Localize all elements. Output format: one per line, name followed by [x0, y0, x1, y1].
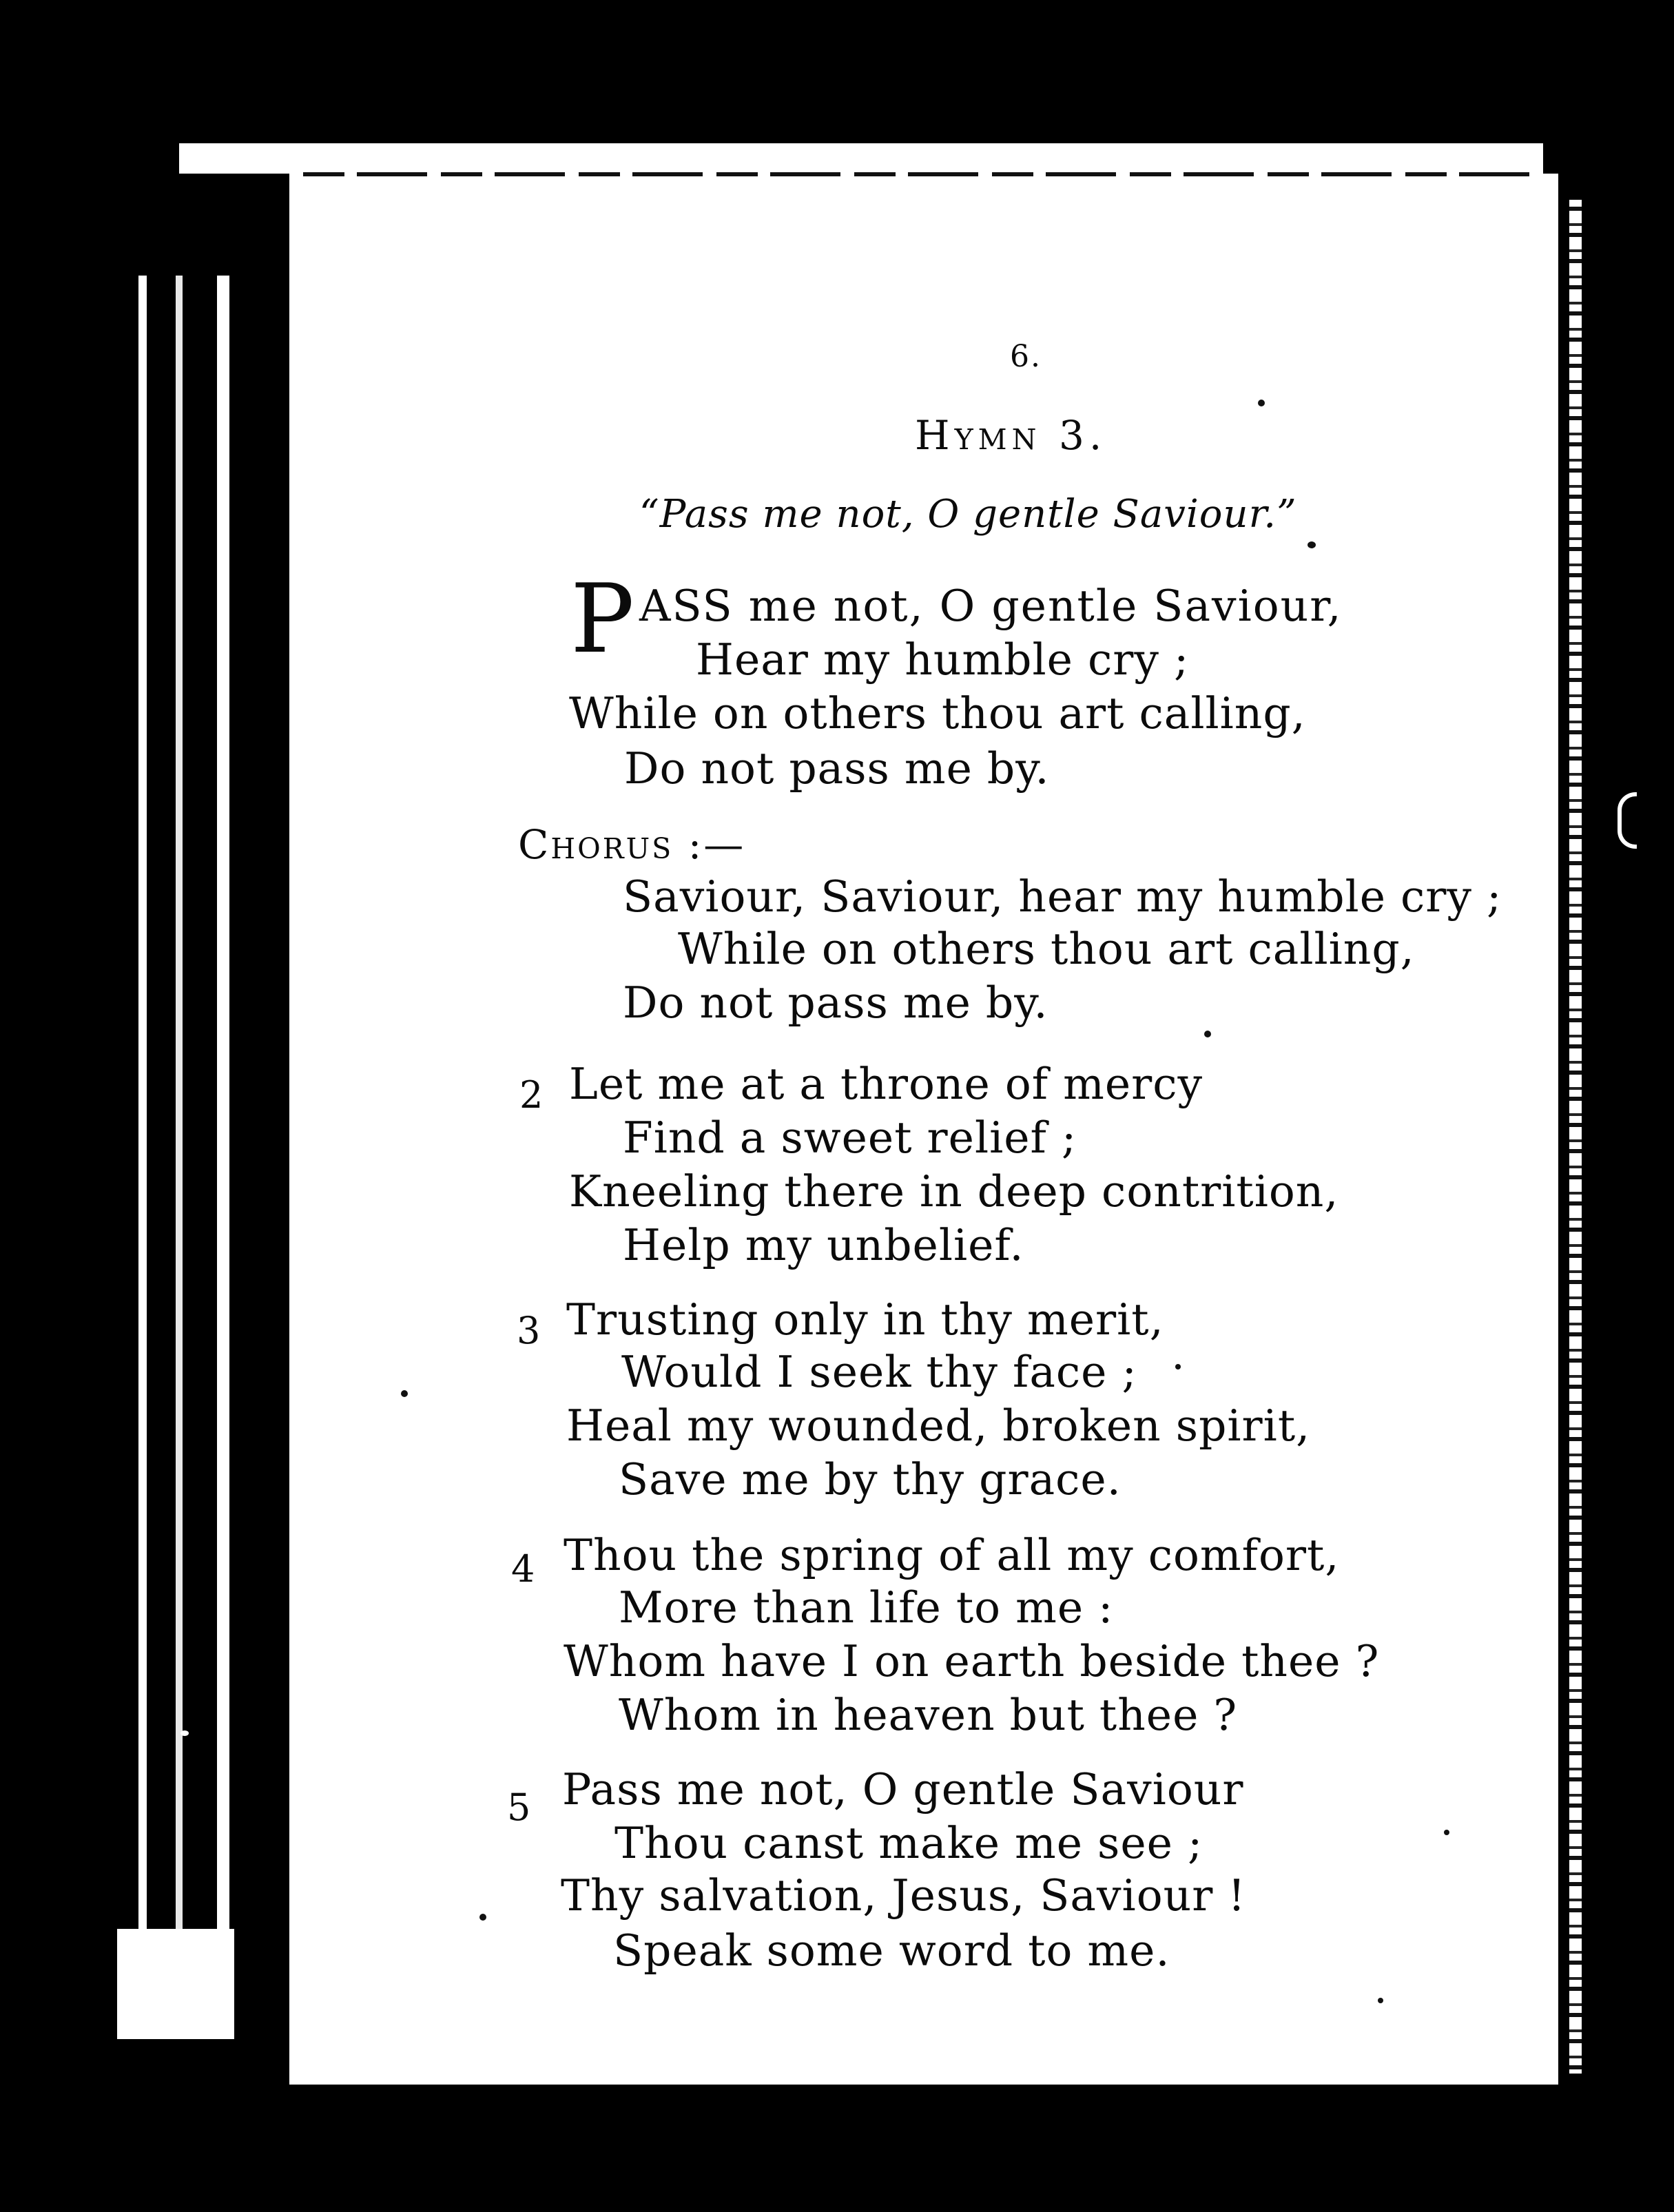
scan-speck — [1432, 1744, 1444, 1750]
scan-speck — [344, 1750, 349, 1773]
scan-speck — [1444, 1830, 1449, 1835]
page-number: 6. — [1010, 339, 1042, 374]
verse5-line-2: Thou canst make me see ; — [614, 1818, 1203, 1868]
scan-left-edge — [114, 276, 286, 2039]
hymn-subtitle: “Pass me not, O gentle Saviour.” — [639, 492, 1297, 537]
verse4-line-1: Thou the spring of all my comfort, — [564, 1530, 1340, 1580]
scan-top-rule — [303, 172, 1536, 176]
verse-number-4: 4 — [511, 1547, 535, 1591]
chorus-line-2: While on others thou art calling, — [678, 924, 1415, 974]
verse2-line-2: Find a sweet relief ; — [623, 1113, 1077, 1163]
verse2-line-1: Let me at a throne of mercy — [569, 1059, 1203, 1109]
verse-number-5: 5 — [507, 1786, 531, 1829]
verse-number-3: 3 — [517, 1309, 541, 1352]
verse2-line-4: Help my unbelief. — [623, 1220, 1024, 1270]
scan-speck — [1258, 400, 1265, 406]
verse2-line-3: Kneeling there in deep contrition, — [569, 1166, 1339, 1217]
scan-left-edge-patch — [117, 1929, 234, 2039]
scan-speck — [180, 1730, 189, 1736]
scan-right-gutter — [1558, 200, 1569, 2074]
scan-right-fragment — [1618, 792, 1637, 849]
verse4-line-2: More than life to me : — [619, 1582, 1114, 1633]
verse1-line-1: ASS me not, O gentle Saviour, — [639, 581, 1343, 631]
hymn-title: Hymn 3. — [915, 412, 1107, 459]
verse5-line-3: Thy salvation, Jesus, Saviour ! — [561, 1870, 1246, 1921]
scan-speck — [479, 1914, 486, 1921]
verse4-line-4: Whom in heaven but thee ? — [619, 1690, 1238, 1740]
verse3-line-1: Trusting only in thy merit, — [566, 1294, 1164, 1345]
verse5-line-4: Speak some word to me. — [613, 1925, 1170, 1976]
verse1-line-3: While on others thou art calling, — [569, 688, 1306, 738]
verse3-line-3: Heal my wounded, broken spirit, — [566, 1400, 1311, 1451]
scan-speck — [401, 1390, 408, 1397]
drop-cap: P — [570, 564, 634, 674]
scan-speck — [1308, 541, 1316, 548]
verse-number-2: 2 — [519, 1073, 544, 1117]
verse1-line-2: Hear my humble cry ; — [696, 634, 1190, 685]
scan-speck — [1378, 1998, 1383, 2003]
chorus-line-1: Saviour, Saviour, hear my humble cry ; — [623, 871, 1502, 922]
chorus-label: Chorus :— — [518, 821, 746, 868]
verse1-line-4: Do not pass me by. — [624, 743, 1050, 794]
scan-top-edge — [179, 143, 1543, 174]
chorus-line-3: Do not pass me by. — [623, 978, 1048, 1028]
scan-speck — [1175, 1364, 1181, 1369]
verse3-line-2: Would I seek thy face ; — [621, 1347, 1137, 1397]
scan-speck — [1204, 1031, 1211, 1037]
verse4-line-3: Whom have I on earth beside thee ? — [564, 1636, 1380, 1686]
verse5-line-1: Pass me not, O gentle Saviour — [562, 1764, 1244, 1815]
scan-bottom-edge — [289, 2079, 1558, 2085]
verse3-line-4: Save me by thy grace. — [619, 1454, 1122, 1505]
